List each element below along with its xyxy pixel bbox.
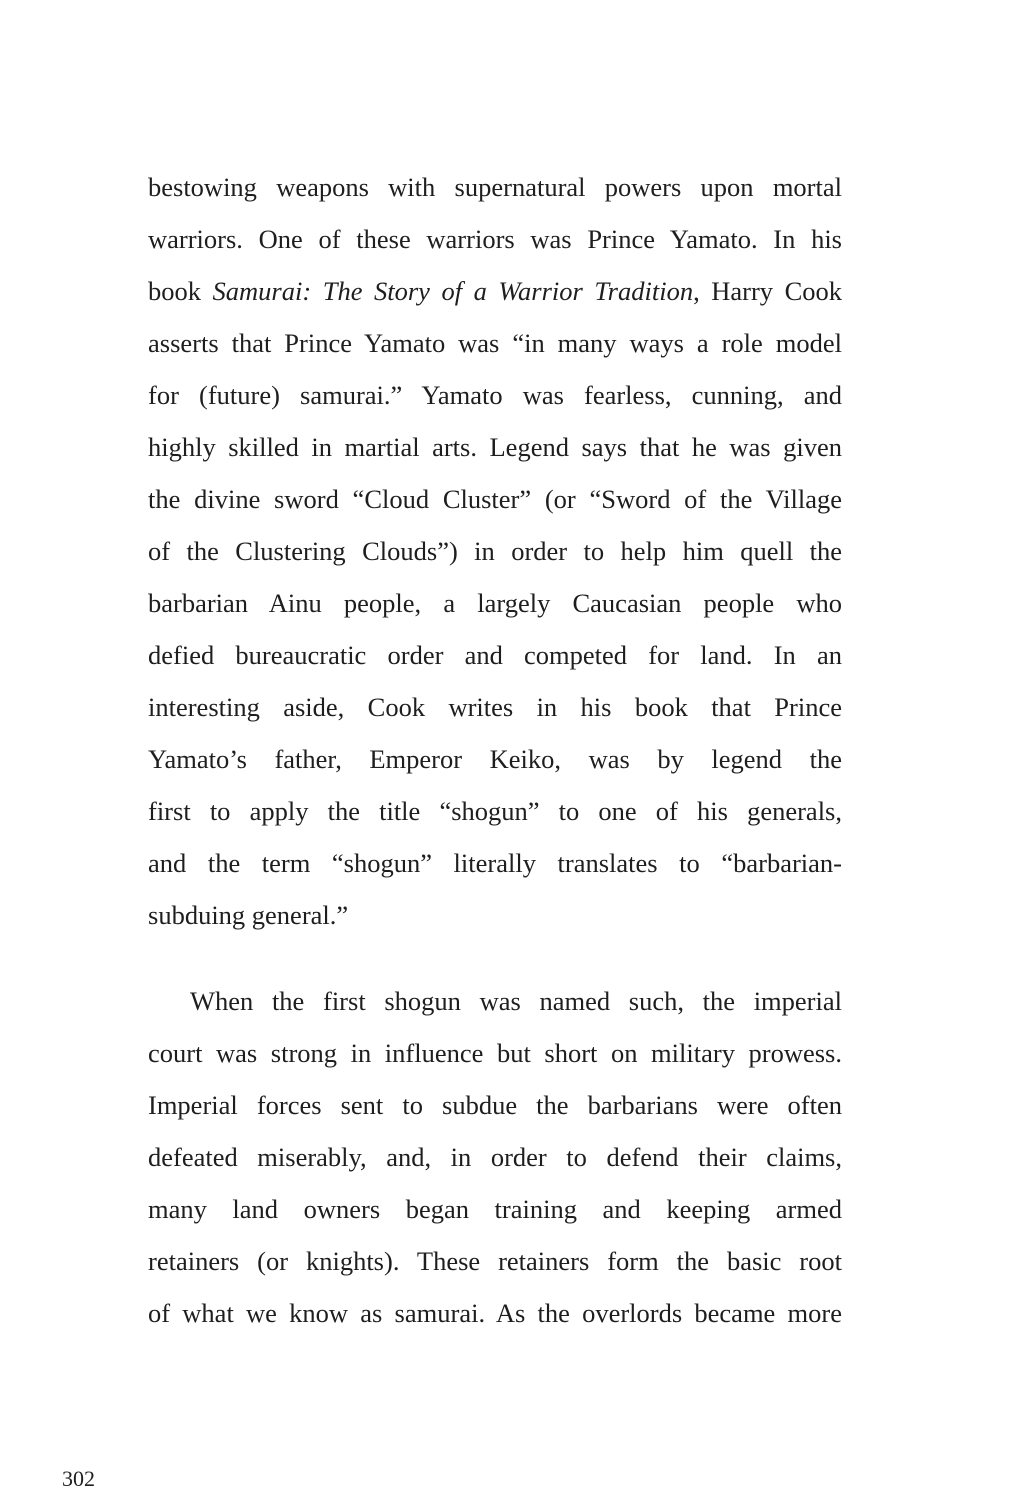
text-line: barbarian Ainu people, a largely Caucasian people who [148, 588, 842, 618]
text-line: the divine sword “Cloud Cluster” (or “Sword of the Village [148, 484, 842, 514]
text-line: retainers (or knights). These retainers form the basic root [148, 1246, 842, 1276]
text-line: defeated miserably, and, in order to defend their claims, [148, 1142, 842, 1172]
page-number: 302 [62, 1466, 95, 1491]
text-line: asserts that Prince Yamato was “in many ways a role model [148, 328, 842, 358]
text-run: book [148, 276, 213, 306]
text-line: and the term “shogun” literally translates to “barbarian- [148, 848, 842, 878]
text-line [148, 271, 842, 311]
text-line: of the Clustering Clouds”) in order to help him quell the [148, 536, 842, 566]
text-line: interesting aside, Cook writes in his book that Prince [148, 692, 842, 722]
text-line: for (future) samurai.” Yamato was fearless, cunning, and [148, 380, 842, 410]
text-run: , Harry Cook [693, 276, 843, 306]
text-line: highly skilled in martial arts. Legend says that he was given [148, 432, 842, 462]
text-line: defied bureaucratic order and competed for land. In an [148, 640, 842, 670]
book-title: Samurai: The Story of a Warrior Tradition [212, 276, 694, 306]
text-line: Imperial forces sent to subdue the barbarians were often [148, 1090, 842, 1120]
text-line: bestowing weapons with supernatural powers upon mortal [148, 172, 842, 202]
text-line: first to apply the title “shogun” to one of his generals, [148, 796, 842, 826]
text-line: warriors. One of these warriors was Prince Yamato. In his [148, 224, 842, 254]
text-line: Yamato’s father, Emperor Keiko, was by legend the [148, 744, 842, 774]
text-line: When the first shogun was named such, the imperial [190, 986, 842, 1016]
text-line: of what we know as samurai. As the overlords became more [148, 1298, 842, 1328]
text-line: court was strong in influence but short on military prowess. [148, 1038, 842, 1068]
text-line: many land owners began training and keeping armed [148, 1194, 842, 1224]
text-line: subduing general.” [148, 900, 349, 930]
